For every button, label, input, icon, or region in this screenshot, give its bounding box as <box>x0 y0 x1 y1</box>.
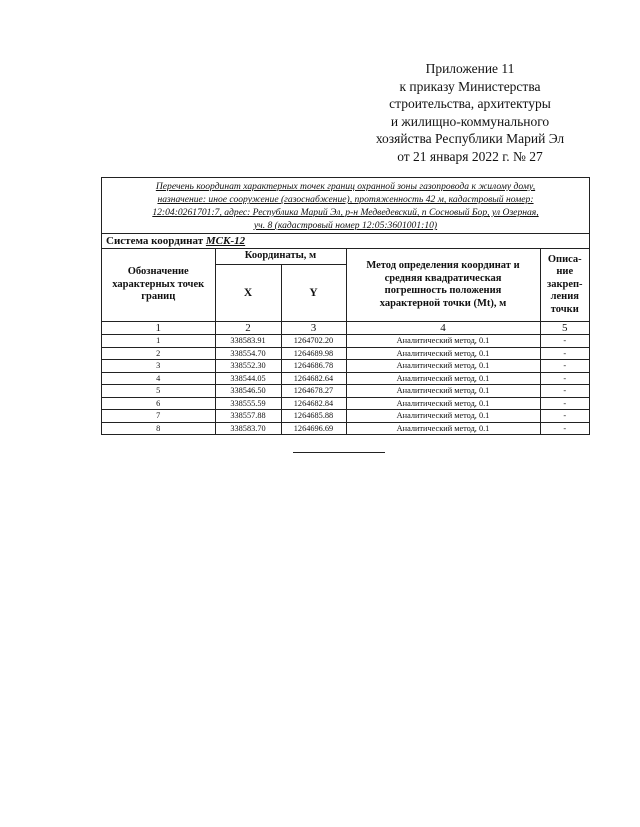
coordinate-system-code: МСК-12 <box>205 235 246 247</box>
coord-x: 338554.70 <box>215 347 281 360</box>
coordinate-system <box>102 234 589 249</box>
coordinates-frame <box>101 177 590 435</box>
coord-y: 1264682.84 <box>281 397 346 410</box>
column-number: 1 <box>102 322 215 335</box>
table-row <box>102 410 589 423</box>
method: Аналитический метод, 0.1 <box>346 335 540 348</box>
point-description: - <box>540 397 589 410</box>
table-row <box>102 397 589 410</box>
point-description: - <box>540 360 589 373</box>
point-description: - <box>540 422 589 434</box>
x-header: X <box>215 265 281 322</box>
caption-line: назначение: иное сооружение (газоснабжение), протяженность 42 м, кадастровый номер: <box>157 194 534 205</box>
column-number-row <box>102 322 589 335</box>
coord-y: 1264685.88 <box>281 410 346 423</box>
coord-x: 338583.70 <box>215 422 281 434</box>
point-number: 2 <box>102 347 215 360</box>
table-row <box>102 335 589 348</box>
table-row <box>102 422 589 434</box>
closing-line <box>293 452 385 453</box>
coord-y: 1264702.20 <box>281 335 346 348</box>
y-header: Y <box>281 265 346 322</box>
coordinate-system-label: Система координат <box>106 235 204 247</box>
caption-line: Перечень координат характерных точек границ охранной зоны газопровода к жилому дому, <box>155 181 536 192</box>
header-line: строительства, архитектуры <box>389 96 551 111</box>
coord-y: 1264682.64 <box>281 372 346 385</box>
coord-y: 1264686.78 <box>281 360 346 373</box>
header-line: Приложение 11 <box>425 61 515 76</box>
column-number: 5 <box>540 322 589 335</box>
description-header: Описа-ние закреп-ления точки <box>540 249 589 322</box>
point-number: 6 <box>102 397 215 410</box>
header-line: и жилищно-коммунального <box>390 113 550 129</box>
table-row <box>102 372 589 385</box>
table-row <box>102 360 589 373</box>
coord-y: 1264678.27 <box>281 385 346 398</box>
column-number: 3 <box>281 322 346 335</box>
method: Аналитический метод, 0.1 <box>346 422 540 434</box>
table-row <box>102 385 589 398</box>
point-description: - <box>540 347 589 360</box>
point-number: 3 <box>102 360 215 373</box>
coord-x: 338546.50 <box>215 385 281 398</box>
header-line: от 21 января 2022 г. № 27 <box>397 148 543 164</box>
coord-x: 338555.59 <box>215 397 281 410</box>
coordinate-system-row <box>102 234 589 249</box>
coord-x: 338557.88 <box>215 410 281 423</box>
coord-x: 338544.05 <box>215 372 281 385</box>
method: Аналитический метод, 0.1 <box>346 385 540 398</box>
point-number: 1 <box>102 335 215 348</box>
point-description: - <box>540 335 589 348</box>
coord-y: 1264689.98 <box>281 347 346 360</box>
list-caption <box>102 178 589 234</box>
caption-line: уч. 8 (кадастровый номер 12:05:3601001:10) <box>253 220 438 231</box>
appendix-header <box>360 60 580 165</box>
point-description: - <box>540 372 589 385</box>
column-number: 2 <box>215 322 281 335</box>
point-number: 8 <box>102 422 215 434</box>
caption-line: 12:04:0261701:7, адрес: Республика Марий Эл, р-н Медведевский, п Сосновый Бор, ул Озерная, <box>152 207 539 218</box>
coord-y: 1264696.69 <box>281 422 346 434</box>
coord-x: 338583.91 <box>215 335 281 348</box>
header-line: хозяйства Республики Марий Эл <box>375 131 565 146</box>
method: Аналитический метод, 0.1 <box>346 410 540 423</box>
point-description: - <box>540 385 589 398</box>
method-header: Метод определения координат и средняя квадратическая погрешность положения характерной точки (Mt), м <box>346 249 540 322</box>
method: Аналитический метод, 0.1 <box>346 347 540 360</box>
method: Аналитический метод, 0.1 <box>346 372 540 385</box>
coordinates-table <box>102 234 589 434</box>
point-description: - <box>540 410 589 423</box>
header-row <box>102 249 589 265</box>
point-number: 7 <box>102 410 215 423</box>
method: Аналитический метод, 0.1 <box>346 397 540 410</box>
header-line: к приказу Министерства <box>399 78 541 94</box>
coord-x: 338552.30 <box>215 360 281 373</box>
point-number: 4 <box>102 372 215 385</box>
coordinates-header: Координаты, м <box>215 249 346 265</box>
column-number: 4 <box>346 322 540 335</box>
table-row <box>102 347 589 360</box>
designation-header: Обозначение характерных точек границ <box>102 249 215 322</box>
point-number: 5 <box>102 385 215 398</box>
method: Аналитический метод, 0.1 <box>346 360 540 373</box>
